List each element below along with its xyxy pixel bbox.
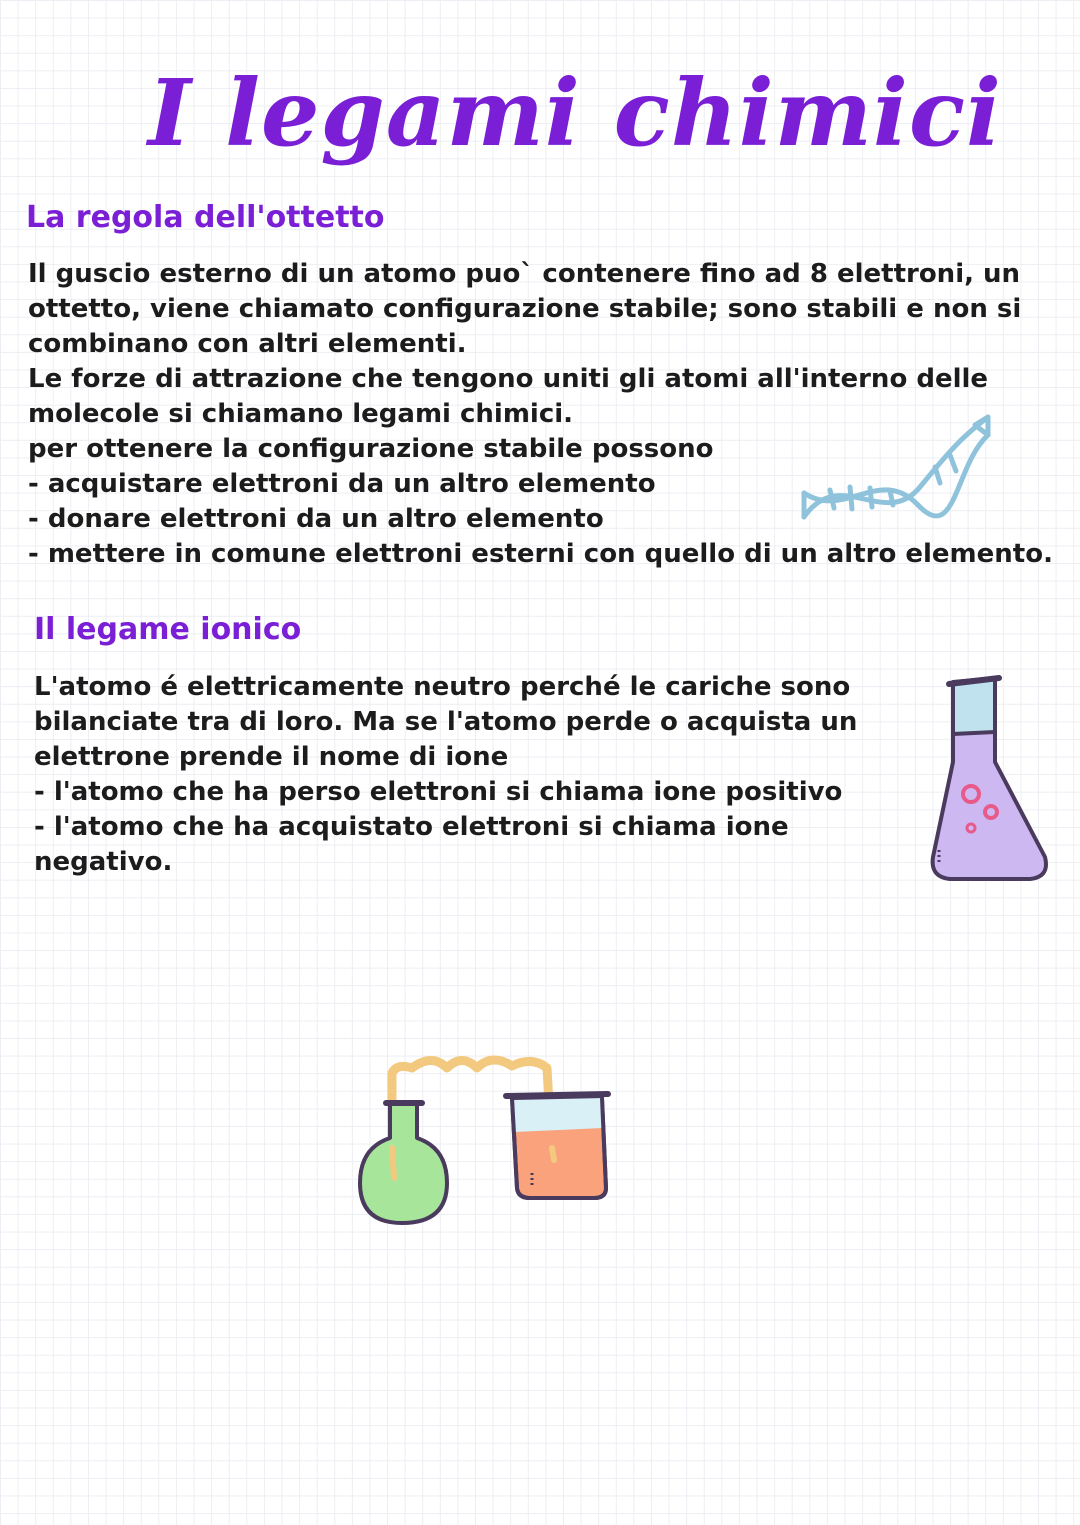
text-line: per ottenere la configurazione stabile possono (28, 434, 714, 464)
section-heading-legame-ionico: Il legame ionico (34, 612, 302, 647)
text-line: bilanciate tra di loro. Ma se l'atomo perde o acquista un (34, 707, 858, 737)
list-item: - l'atomo che ha acquistato elettroni si chiama ione (34, 812, 789, 842)
list-item: - mettere in comune elettroni esterni con quello di un altro elemento. (28, 539, 1053, 569)
list-item: - donare elettroni da un altro elemento (28, 504, 604, 534)
text-line: Le forze di attrazione che tengono uniti gli atomi all'interno delle (28, 364, 989, 394)
text-line: ottetto, viene chiamato configurazione stabile; sono stabili e non si (28, 294, 1022, 324)
text-line: Il guscio esterno di un atomo puo` contenere fino ad 8 elettroni, un (28, 259, 1021, 289)
text-line: L'atomo é elettricamente neutro perché le cariche sono (34, 672, 851, 702)
text-line: combinano con altri elementi. (28, 329, 467, 359)
paragraph-legame-ionico (34, 670, 857, 880)
conical-flask-icon (925, 672, 1055, 887)
section-heading-ottetto: La regola dell'ottetto (26, 200, 385, 235)
list-item: - l'atomo che ha perso elettroni si chiama ione positivo (34, 777, 843, 807)
distillation-apparatus-icon (352, 1048, 614, 1230)
text-line: negativo. (34, 847, 173, 877)
list-item: - acquistare elettroni da un altro elemento (28, 469, 656, 499)
text-line: elettrone prende il nome di ione (34, 742, 509, 772)
text-line: molecole si chiamano legami chimici. (28, 399, 574, 429)
page-title: I legami chimici (148, 59, 1002, 167)
dna-icon (790, 395, 1000, 535)
